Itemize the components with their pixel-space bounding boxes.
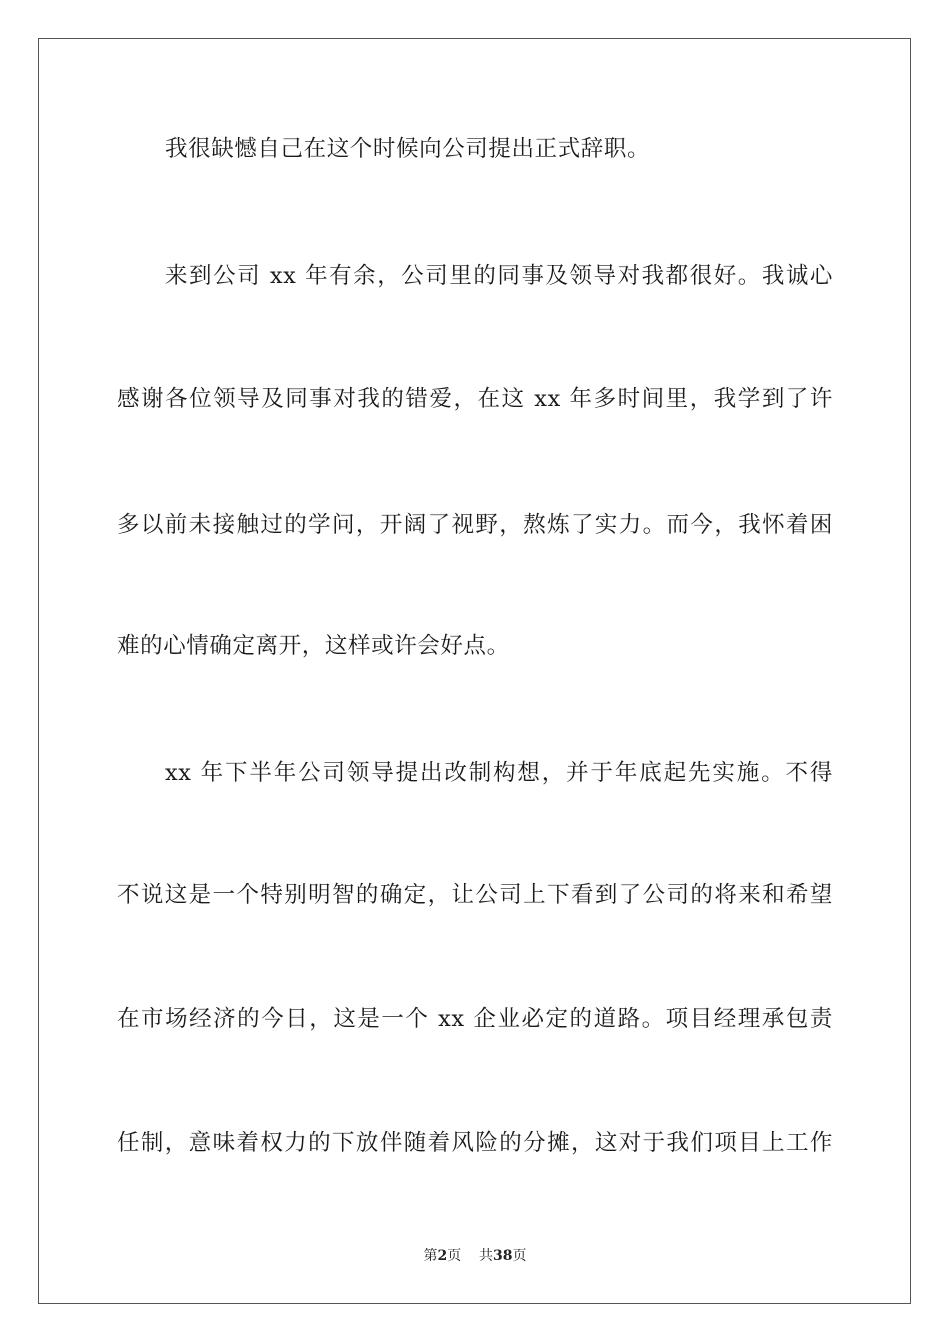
page-prefix: 第 (423, 1248, 438, 1264)
text-line-7: 不说这是一个特别明智的确定，让公司上下看到了公司的将来和希望 (117, 882, 833, 908)
text-line-4: 多以前未接触过的学问，开阔了视野，熬炼了实力。而今，我怀着困 (117, 512, 833, 538)
total-pages: 38 (493, 1248, 513, 1264)
text-line-2: 来到公司 xx 年有余，公司里的同事及领导对我都很好。我诚心 (165, 263, 833, 289)
text-line-8: 在市场经济的今日，这是一个 xx 企业必定的道路。项目经理承包责 (117, 1006, 833, 1032)
page-border (38, 38, 911, 1304)
page-footer (0, 1246, 950, 1266)
text-line-9: 任制，意味着权力的下放伴随着风险的分摊，这对于我们项目上工作 (117, 1130, 833, 1156)
page-number: 2 (437, 1248, 448, 1264)
text-line-3: 感谢各位领导及同事对我的错爱，在这 xx 年多时间里，我学到了许 (117, 386, 833, 412)
page-suffix: 页 (447, 1248, 462, 1264)
text-line-1: 我很缺憾自己在这个时候向公司提出正式辞职。 (165, 136, 651, 162)
text-line-5: 难的心情确定离开，这样或许会好点。 (117, 633, 510, 659)
text-line-6: xx 年下半年公司领导提出改制构想，并于年底起先实施。不得 (165, 760, 833, 786)
total-prefix: 共 (479, 1248, 494, 1264)
total-suffix: 页 (512, 1248, 527, 1264)
